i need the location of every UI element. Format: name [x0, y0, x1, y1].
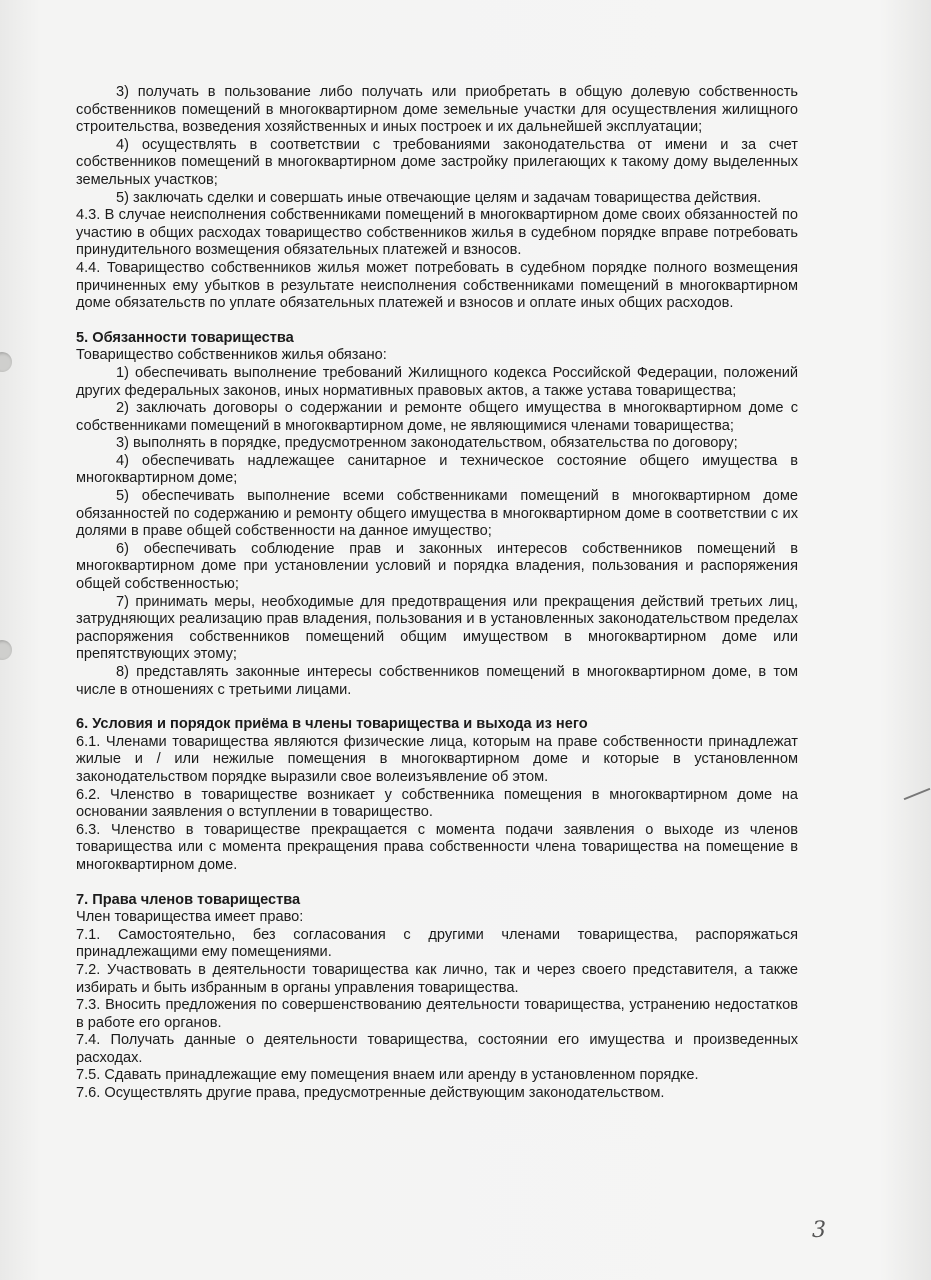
section5-intro: Товарищество собственников жилья обязано:	[76, 347, 387, 364]
section7-item-6: 7.6. Осуществлять другие права, предусмотренные действующим законодательством.	[76, 1085, 665, 1102]
section7-item-1: 7.1. Самостоятельно, без согласования с другими членами товарищества, распоряжаться принадлежащими ему помещениями.	[76, 926, 798, 961]
section7-item-5: 7.5. Сдавать принадлежащие ему помещения внаем или аренду в установленном порядке.	[76, 1067, 699, 1084]
section5-item-8: 8) представлять законные интересы собственников помещений в многоквартирном доме, в том числе в отношениях с третьими лицами.	[76, 664, 798, 698]
binding-hole	[0, 352, 12, 372]
section7-item-2: 7.2. Участвовать в деятельности товарищества как лично, так и через своего представителя, а также избирать и быть избранным в органы управления товарищества.	[76, 961, 798, 996]
binding-hole	[0, 640, 12, 660]
paragraph-4-3: 4.3. В случае неисполнения собственниками помещений в многоквартирном доме своих обязанностей по участию в общих расходах товарищество собственников жилья в судебном порядке вправе потребовать принудительного возмещения обязательных платежей и взносов.	[76, 207, 798, 259]
section5-item-6: 6) обеспечивать соблюдение прав и законных интересов собственников помещений в многоквартирном доме при установлении условий и порядка владения, пользования и распоряжения общей собственностью;	[76, 540, 798, 593]
section4-item5: 5) заключать сделки и совершать иные отвечающие целям и задачам товарищества действия.	[116, 189, 762, 206]
pen-mark	[904, 788, 931, 800]
section4-item3: 3) получать в пользование либо получать или приобретать в общую долевую собственность собственников помещений в многоквартирном доме земельные участки для осуществления жилищного строительства, возведения хозяйственных и иных построек и их дальнейшей эксплуатации;	[76, 84, 798, 136]
document-body	[76, 84, 798, 1103]
section6-heading: 6. Условия и порядок приёма в члены товарищества и выхода из него	[76, 716, 588, 733]
section5-item-1: 1) обеспечивать выполнение требований Жилищного кодекса Российской Федерации, положений других федеральных законов, иных нормативных правовых актов, а также устава товарищества;	[76, 364, 798, 399]
section5-item-2: 2) заключать договоры о содержании и ремонте общего имущества в многоквартирном доме с собственниками помещений в многоквартирном доме, не являющимися членами товарищества;	[76, 400, 798, 434]
section6-item-2: 6.2. Членство в товариществе возникает у собственника помещения в многоквартирном доме на основании заявления о вступлении в товарищество.	[76, 786, 798, 821]
section7-item-3: 7.3. Вносить предложения по совершенствованию деятельности товарищества, устранению недостатков в работе его органов.	[76, 997, 798, 1031]
section5-item-4: 4) обеспечивать надлежащее санитарное и техническое состояние общего имущества в многоквартирном доме;	[76, 452, 798, 487]
section4-item4: 4) осуществлять в соответствии с требованиями законодательства от имени и за счет собственников помещений в многоквартирном доме застройку прилегающих к такому дому выделенных земельных участков;	[76, 136, 798, 188]
page-number: 3	[812, 1218, 826, 1243]
section5-item-7: 7) принимать меры, необходимые для предотвращения или прекращения действий третьих лиц, затрудняющих реализацию прав владения, пользования и в установленных законодательством пределах распоряжения собственников помещений общим имуществом в многоквартирном доме или препятствующих этому;	[76, 593, 798, 663]
section6-item-3: 6.3. Членство в товариществе прекращается с момента подачи заявления о выходе из членов товарищества или с момента прекращения права собственности члена товарищества на помещение в многоквартирном доме.	[76, 821, 798, 873]
paragraph-4-4: 4.4. Товарищество собственников жилья может потребовать в судебном порядке полного возмещения причиненных ему убытков в результате неисполнения собственниками помещений в многоквартирном доме обязательств по уплате обязательных платежей и взносов и оплате иных общих расходов.	[76, 259, 798, 312]
section5-item-3: 3) выполнять в порядке, предусмотренном законодательством, обязательства по договору;	[116, 435, 738, 452]
section5-item-5: 5) обеспечивать выполнение всеми собственниками помещений в многоквартирном доме обязанностей по содержанию и ремонту общего имущества в многоквартирном доме в соответствии с их долями в праве общей собственности на данное имущество;	[76, 488, 798, 540]
section7-intro: Член товарищества имеет право:	[76, 909, 304, 926]
section7-item-4: 7.4. Получать данные о деятельности товарищества, состоянии его имущества и произведенных расходах.	[76, 1032, 798, 1066]
section6-item-1: 6.1. Членами товарищества являются физические лица, которым на праве собственности принадлежат жилые и / или нежилые помещения в многоквартирном доме и которые в установленном законодательством порядке выразили свое волеизъявление об этом.	[76, 733, 798, 785]
section5-heading: 5. Обязанности товарищества	[76, 329, 294, 346]
section7-heading: 7. Права членов товарищества	[76, 891, 301, 908]
